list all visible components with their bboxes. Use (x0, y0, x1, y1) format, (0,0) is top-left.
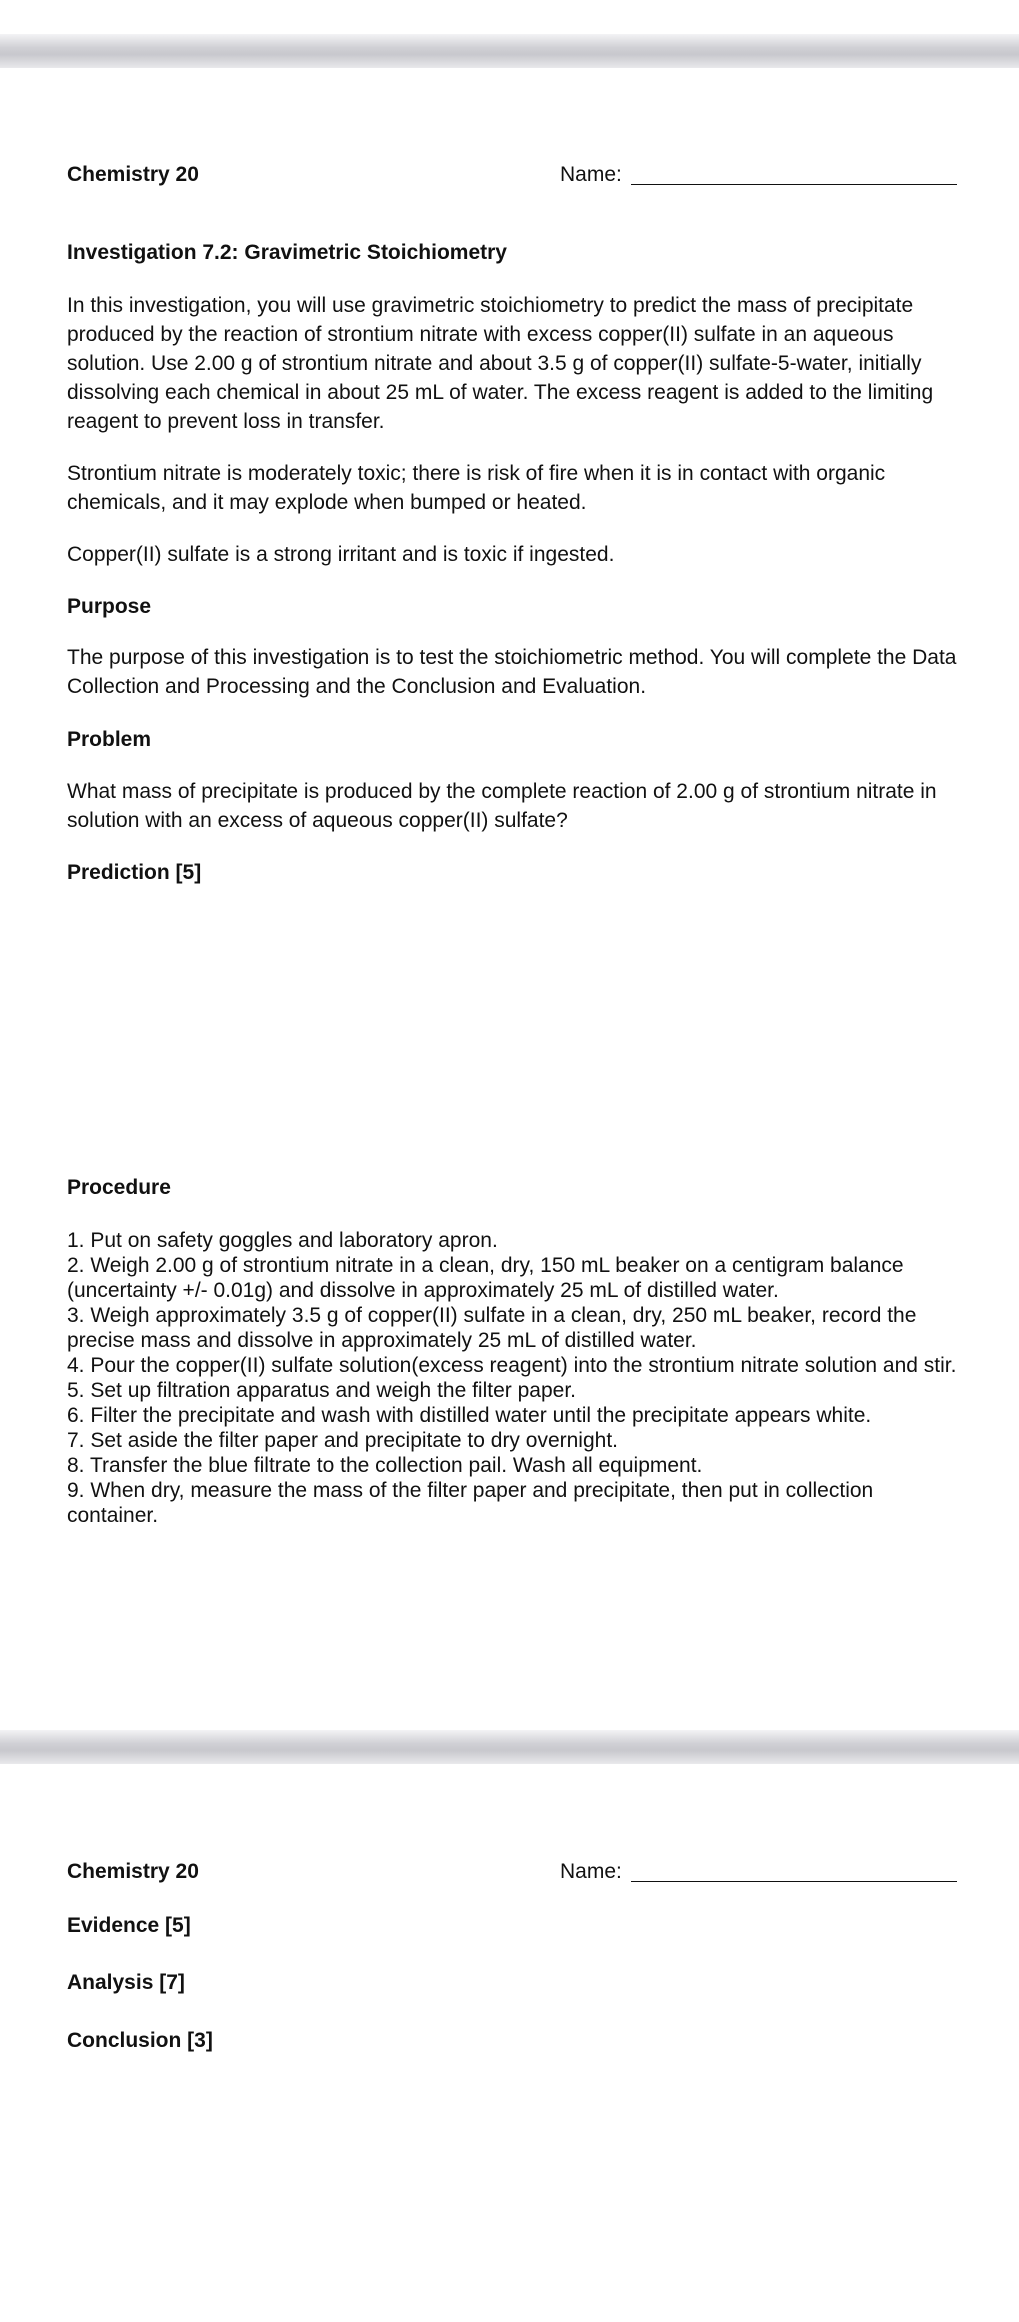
name-label: Name: (560, 163, 622, 186)
safety-paragraph-strontium: Strontium nitrate is moderately toxic; there is risk of fire when it is in contact with organic chemicals, and it may explode when bumped or heated. (67, 462, 886, 514)
prediction-heading: Prediction [5] (67, 861, 202, 884)
procedure-step: 3. Weigh approximately 3.5 g of copper(II) sulfate in a clean, dry, 250 mL beaker, record the precise mass and dissolve in approximately 25 mL of distilled water. (67, 1304, 917, 1352)
problem-section (67, 725, 967, 754)
purpose-section (67, 592, 967, 621)
problem-body (67, 777, 967, 835)
analysis-heading: Analysis [7] (67, 1971, 185, 1994)
safety-block-2 (67, 540, 967, 569)
procedure-step: 8. Transfer the blue filtrate to the collection pail. Wash all equipment. (67, 1454, 703, 1477)
prediction-section (67, 858, 967, 887)
problem-paragraph: What mass of precipitate is produced by the complete reaction of 2.00 g of strontium nitrate in solution with an excess of aqueous copper(II) sulfate? (67, 780, 937, 832)
intro-paragraph: In this investigation, you will use gravimetric stoichiometry to predict the mass of precipitate produced by the reaction of strontium nitrate with excess copper(II) sulfate in an aqueous solution. Use 2.00 g of strontium nitrate and about 3.5 g of copper(II) sulfate-5-water, initially dissolving each chemical in about 25 mL of water. The excess reagent is added to the limiting reagent to prevent loss in transfer. (67, 294, 934, 433)
course-title: Chemistry 20 (67, 163, 199, 186)
intro-block (67, 291, 967, 436)
page-divider-top (0, 34, 1019, 68)
evidence-section (67, 1911, 967, 1940)
safety-paragraph-copper: Copper(II) sulfate is a strong irritant and is toxic if ingested. (67, 543, 615, 566)
name-underline (631, 184, 957, 185)
procedure-step: 5. Set up filtration apparatus and weigh the filter paper. (67, 1379, 576, 1402)
problem-heading: Problem (67, 728, 152, 751)
procedure-heading: Procedure (67, 1176, 171, 1199)
procedure-list-block (67, 1228, 967, 1528)
name-label: Name: (560, 1860, 622, 1883)
purpose-paragraph: The purpose of this investigation is to test the stoichiometric method. You will complete the Data Collection and Processing and the Conclusion and Evaluation. (67, 646, 957, 698)
conclusion-heading: Conclusion [3] (67, 2029, 213, 2052)
procedure-list (67, 1228, 967, 1528)
procedure-step: 9. When dry, measure the mass of the filter paper and precipitate, then put in collection container. (67, 1479, 874, 1527)
evidence-heading: Evidence [5] (67, 1914, 191, 1937)
name-underline (631, 1881, 957, 1882)
purpose-heading: Purpose (67, 595, 152, 618)
procedure-step: 7. Set aside the filter paper and precipitate to dry overnight. (67, 1429, 618, 1452)
procedure-section (67, 1173, 967, 1202)
analysis-section (67, 1968, 967, 1997)
procedure-step: 4. Pour the copper(II) sulfate solution(excess reagent) into the strontium nitrate solution and stir. (67, 1354, 957, 1377)
page-divider-middle (0, 1730, 1019, 1764)
purpose-body (67, 643, 967, 701)
investigation-title: Investigation 7.2: Gravimetric Stoichiometry (67, 241, 507, 264)
course-title: Chemistry 20 (67, 1860, 199, 1883)
safety-block-1 (67, 459, 967, 517)
investigation-title-block (67, 238, 967, 267)
procedure-step: 6. Filter the precipitate and wash with distilled water until the precipitate appears white. (67, 1404, 872, 1427)
procedure-step: 2. Weigh 2.00 g of strontium nitrate in a clean, dry, 150 mL beaker on a centigram balance (uncertainty +/- 0.01g) and dissolve in approximately 25 mL of distilled water. (67, 1254, 904, 1302)
conclusion-section (67, 2026, 967, 2055)
procedure-step: 1. Put on safety goggles and laboratory apron. (67, 1229, 498, 1252)
